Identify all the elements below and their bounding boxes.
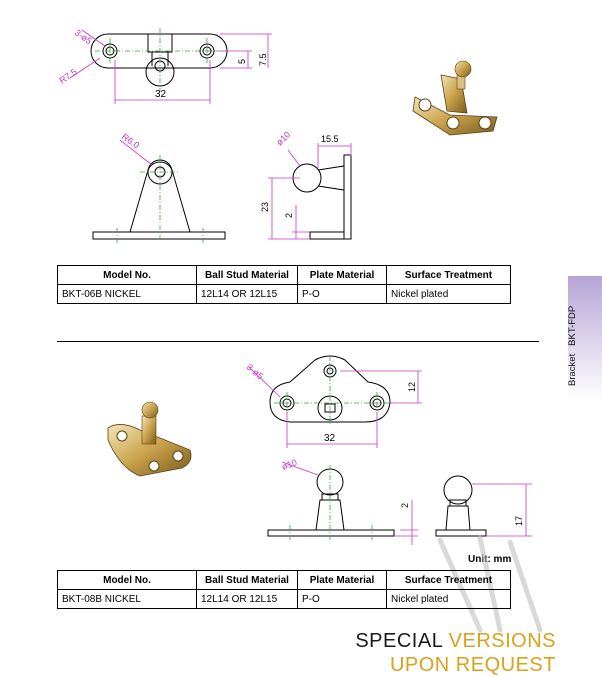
side-tab-text [567,306,578,386]
dimension-lines-top [70,30,272,104]
versions-word: VERSIONS [448,630,556,652]
dim-155-side: 15.5 [321,134,339,144]
bkt-08b-front-view [268,469,394,536]
dim-2-bottom: 2 [400,502,410,508]
cell-ball-stud: 12L14 OR 12L15 [197,285,298,304]
special-word: SPECIAL [355,630,443,652]
table-row [58,285,511,304]
dim-radius-top: R7.5 [57,66,79,86]
dim-23-side: 23 [260,201,270,212]
dim-holes-bottom: 3-ø5 [244,361,266,382]
dim-ball-side: ø10 [274,129,293,148]
bkt-08b-spec-table [57,570,511,609]
unit-label: Unit: mm [468,554,512,565]
dim-12-bottom: 12 [407,381,417,392]
cell-model: BKT-08B NICKEL [58,590,197,609]
dim-75-top: 7.5 [258,53,268,66]
side-tab-code: BKT-FDP [567,305,578,346]
bkt-08b-photo [100,398,200,483]
cell-plate: P-O [298,285,387,304]
header-ball-stud: Ball Stud Material [197,266,298,285]
header-ball-stud: Ball Stud Material [197,571,298,590]
header-model: Model No. [58,571,197,590]
dim-width-top: 32 [155,89,167,100]
header-surface: Surface Treatment [387,571,511,590]
bkt-06b-front-view [93,160,225,239]
dim-ball-bottom: ø10 [280,457,299,472]
dim-5-top: 5 [237,58,247,64]
bkt-08b-side-view [436,476,486,536]
dim-17-bottom: 17 [514,515,524,526]
header-model: Model No. [58,266,197,285]
dim-2-side: 2 [284,212,294,218]
table-header-row [58,266,511,285]
side-tab-label: Bracket [567,353,578,386]
bkt-06b-spec-table [57,265,511,304]
cell-model: BKT-06B NICKEL [58,285,197,304]
dim-r6-front: R6.0 [119,131,142,151]
table-row [58,590,511,609]
header-plate: Plate Material [298,266,387,285]
bkt-08b-drawings [0,340,560,560]
header-surface: Surface Treatment [387,266,511,285]
bkt-06b-side-view [293,155,351,239]
header-plate: Plate Material [298,571,387,590]
special-versions-line2: UPON REQUEST [389,654,556,676]
cell-surface: Nickel plated [387,285,511,304]
special-versions-line1 [355,630,556,653]
table-header-row [58,571,511,590]
cell-surface: Nickel plated [387,590,511,609]
cell-ball-stud: 12L14 OR 12L15 [197,590,298,609]
bkt-06b-photo [405,55,505,145]
dim-width-bottom: 32 [324,433,336,444]
cell-plate: P-O [298,590,387,609]
dim-holes-top: 3-ø5 [72,27,94,47]
